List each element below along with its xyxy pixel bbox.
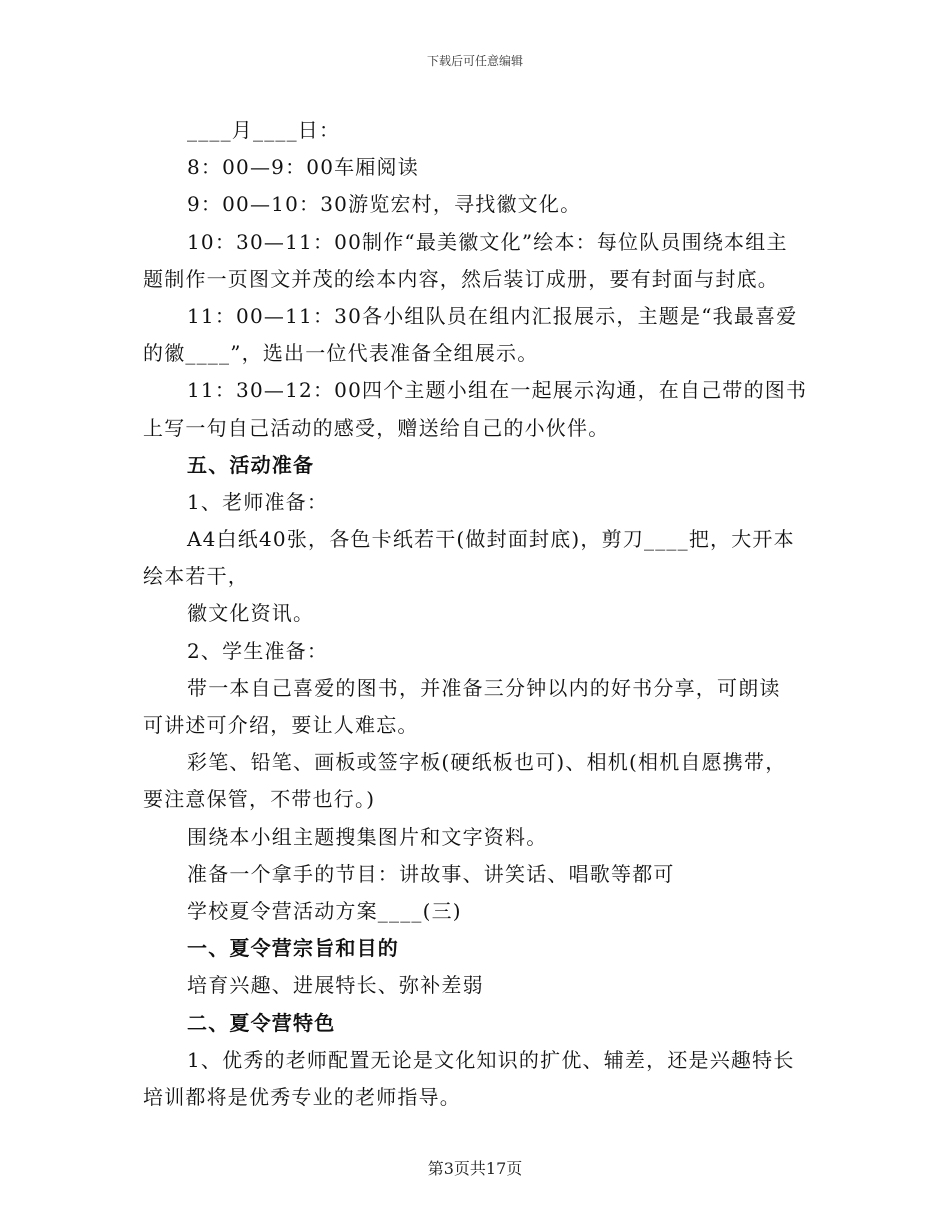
text-line: A4白纸40张，各色卡纸若干(做封面封底)，剪刀____把，大开本 <box>187 527 795 552</box>
text-line: 1、优秀的老师配置无论是文化知识的扩优、辅差，还是兴趣特长 <box>187 1047 795 1072</box>
text-line: 学校夏令营活动方案____(三) <box>187 898 462 923</box>
text-line: 可讲述可介绍，要让人难忘。 <box>143 713 419 737</box>
text-line: ____月____日： <box>187 118 341 142</box>
document-body <box>143 112 813 1116</box>
text-line: 2、学生准备： <box>187 638 329 663</box>
text-line: 绘本若干， <box>143 564 249 589</box>
text-line: 培训都将是优秀专业的老师指导。 <box>143 1084 461 1109</box>
section-heading: 一、夏令营宗旨和目的 <box>187 936 399 961</box>
text-line: 培育兴趣、进展特长、弥补差弱 <box>187 973 484 998</box>
text-line: 10：30—11：00制作“最美徽文化”绘本：每位队员围绕本组主 <box>187 229 788 254</box>
text-line: 上写一句自己活动的感受，赠送给自己的小伙伴。 <box>143 415 610 440</box>
text-line: 徽文化资讯。 <box>187 601 315 626</box>
text-line: 要注意保管，不带也行。) <box>143 787 376 812</box>
text-line: 11：00—11：30各小组队员在组内汇报展示，主题是“我最喜爱 <box>187 303 798 328</box>
page-number: 第3页共17页 <box>427 1159 523 1178</box>
text-line: 题制作一页图文并茂的绘本内容，然后装订成册，要有封面与封底。 <box>143 266 779 291</box>
text-line: 9：00—10：30游览宏村，寻找徽文化。 <box>187 192 582 217</box>
text-line: 围绕本小组主题搜集图片和文字资料。 <box>187 824 548 849</box>
page-header: 下载后可任意编辑 <box>426 54 523 68</box>
text-line: 准备一个拿手的节目：讲故事、讲笑话、唱歌等都可 <box>187 861 675 886</box>
section-heading: 五、活动准备 <box>187 452 315 477</box>
text-line: 彩笔、铅笔、画板或签字板(硬纸板也可)、相机(相机自愿携带， <box>187 750 787 775</box>
text-line: 的徽____”，选出一位代表准备全组展示。 <box>143 341 539 366</box>
text-line: 8：00—9：00车厢阅读 <box>187 155 419 180</box>
text-line: 带一本自己喜爱的图书，并准备三分钟以内的好书分享，可朗读 <box>187 675 781 700</box>
text-line: 1、老师准备： <box>187 489 329 514</box>
text-line: 11：30—12：00四个主题小组在一起展示沟通，在自己带的图书 <box>187 378 808 403</box>
section-heading: 二、夏令营特色 <box>187 1010 336 1035</box>
